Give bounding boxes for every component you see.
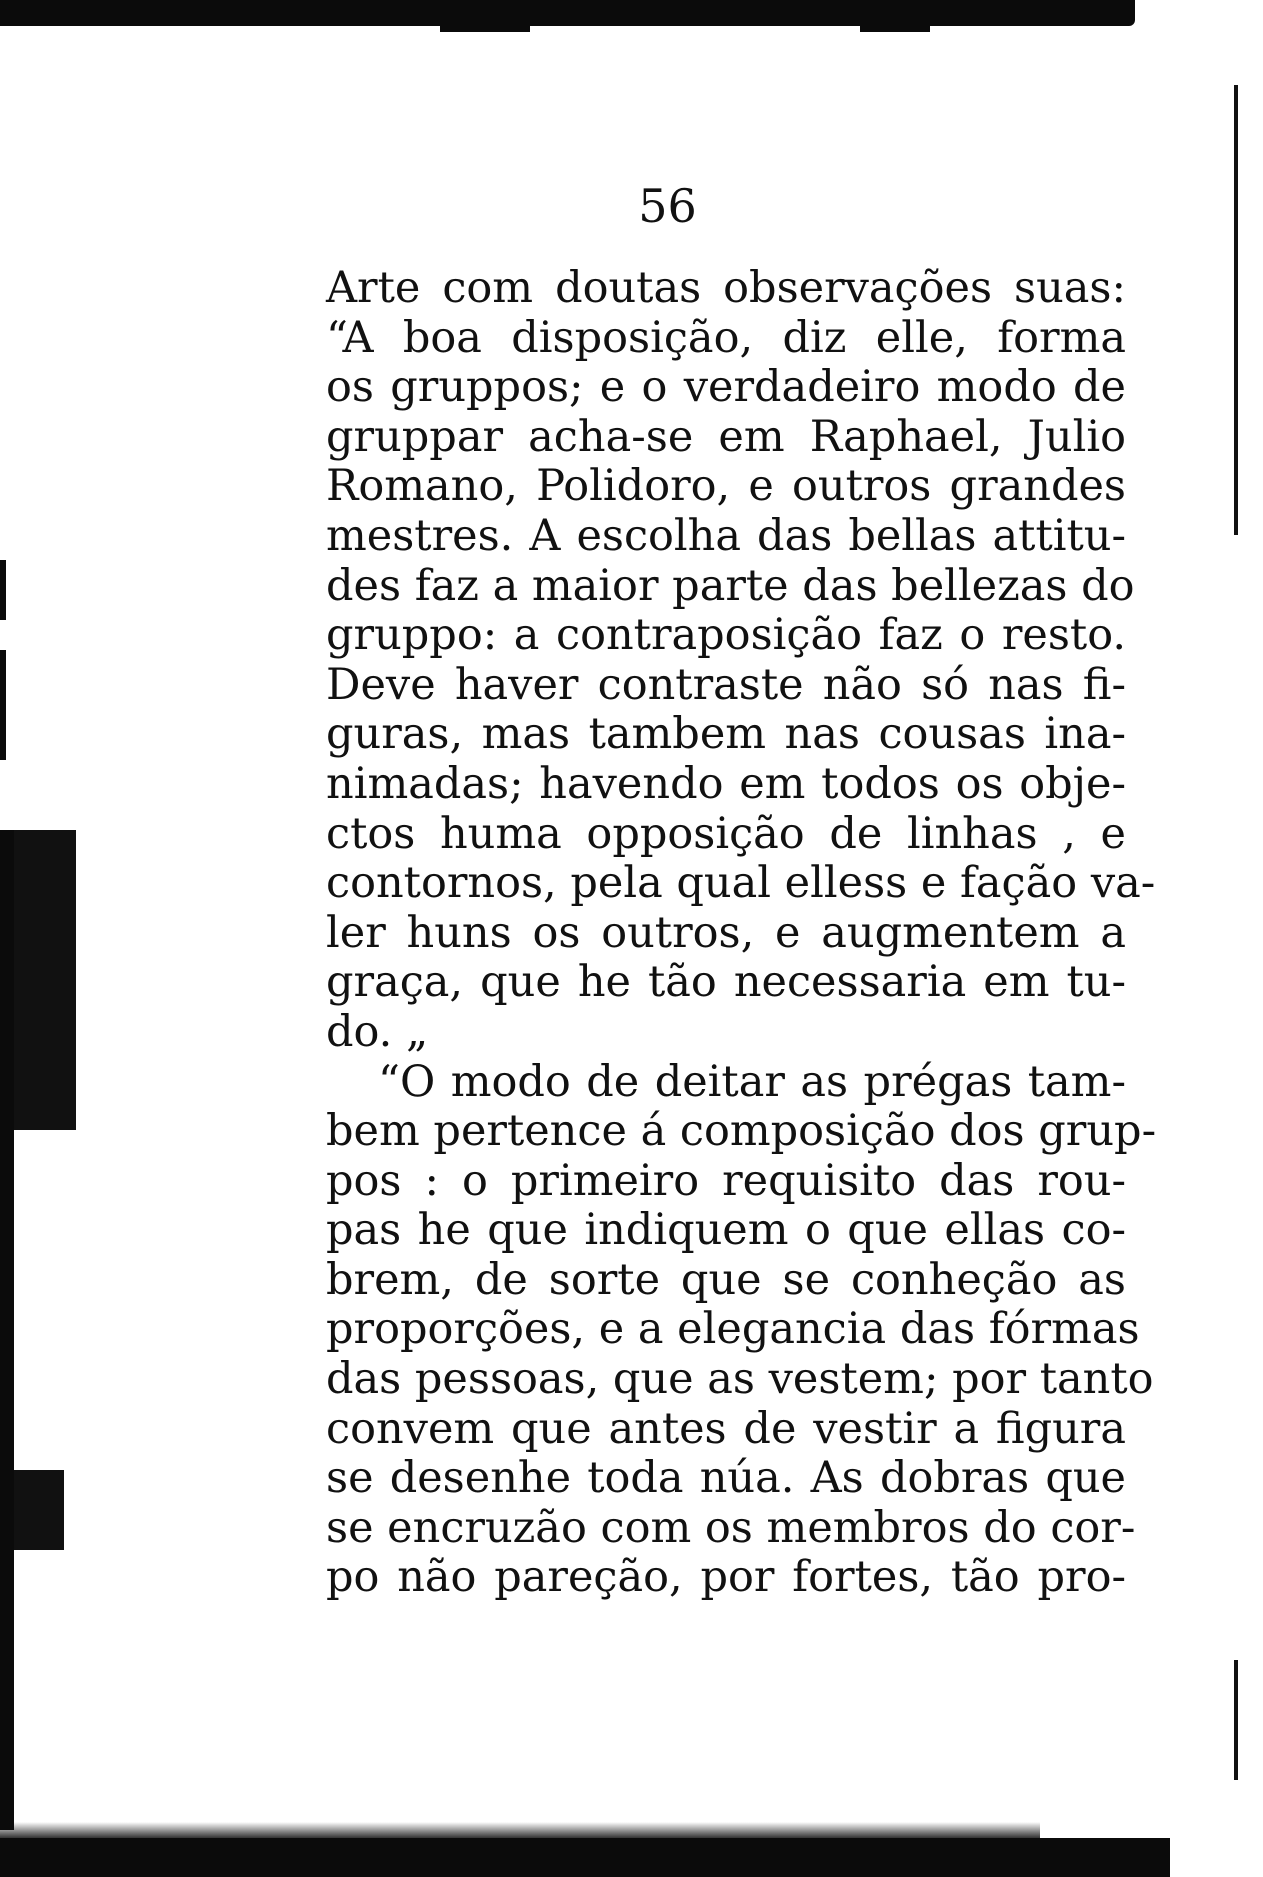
page-number: 56 <box>638 179 697 233</box>
text-line: se desenhe toda núa. As dobras que <box>326 1453 1126 1504</box>
text-line: ctos huma opposição de linhas , e <box>326 808 1126 859</box>
text-line: os gruppos; e o verdadeiro modo de <box>326 362 1126 413</box>
text-line: Deve haver contraste não só nas fi- <box>326 659 1126 710</box>
text-line: convem que antes de vestir a figura <box>326 1403 1126 1454</box>
scan-border-left-band <box>14 1470 64 1550</box>
scan-border-right <box>1234 1660 1238 1780</box>
text-line: “O modo de deitar as prégas tam- <box>378 1056 1126 1107</box>
body-text <box>326 263 1157 1603</box>
text-line: proporções, e a elegancia das fórmas <box>326 1304 1140 1355</box>
text-line: pas he que indiquem o que ellas co- <box>326 1205 1126 1256</box>
text-line: guras, mas tambem nas cousas ina- <box>326 709 1126 760</box>
text-line: se encruzão com os membros do cor- <box>326 1502 1136 1553</box>
text-line: Romano, Polidoro, e outros grandes <box>326 461 1126 512</box>
scan-border-left <box>0 650 6 760</box>
text-line: brem, de sorte que se conheção as <box>326 1254 1126 1305</box>
scan-border-left <box>0 560 6 620</box>
text-line: das pessoas, que as vestem; por tanto <box>326 1354 1154 1405</box>
text-line: mestres. A escolha das bellas attitu- <box>326 510 1126 561</box>
scan-border-left-band <box>14 830 76 1130</box>
scan-border-top-notch <box>860 26 930 32</box>
text-line: gruppar acha-se em Raphael, Julio <box>326 411 1126 462</box>
text-line: nimadas; havendo em todos os obje- <box>326 758 1126 809</box>
scan-border-top-notch <box>440 26 530 32</box>
scan-border-right <box>1234 85 1238 535</box>
text-line: do. „ <box>326 1006 429 1057</box>
text-line: ler huns os outros, e augmentem a <box>326 907 1126 958</box>
text-line: Arte com doutas observações suas: <box>326 263 1126 313</box>
text-line: des faz a maior parte das bellezas do <box>326 560 1135 611</box>
text-line: bem pertence á composição dos grup- <box>326 1106 1157 1157</box>
text-line: “A boa disposição, diz elle, forma <box>326 312 1126 363</box>
text-line: po não pareção, por fortes, tão pro- <box>326 1552 1126 1603</box>
scan-border-left <box>0 830 14 1830</box>
text-line: contornos, pela qual elless e fação va- <box>326 858 1156 909</box>
text-line: gruppo: a contraposição faz o resto. <box>326 610 1126 661</box>
text-line: graça, que he tão necessaria em tu- <box>326 957 1126 1008</box>
scan-border-bottom <box>0 1838 1170 1877</box>
text-line: pos : o primeiro requisito das rou- <box>326 1155 1126 1206</box>
scan-border-top <box>0 0 1135 26</box>
